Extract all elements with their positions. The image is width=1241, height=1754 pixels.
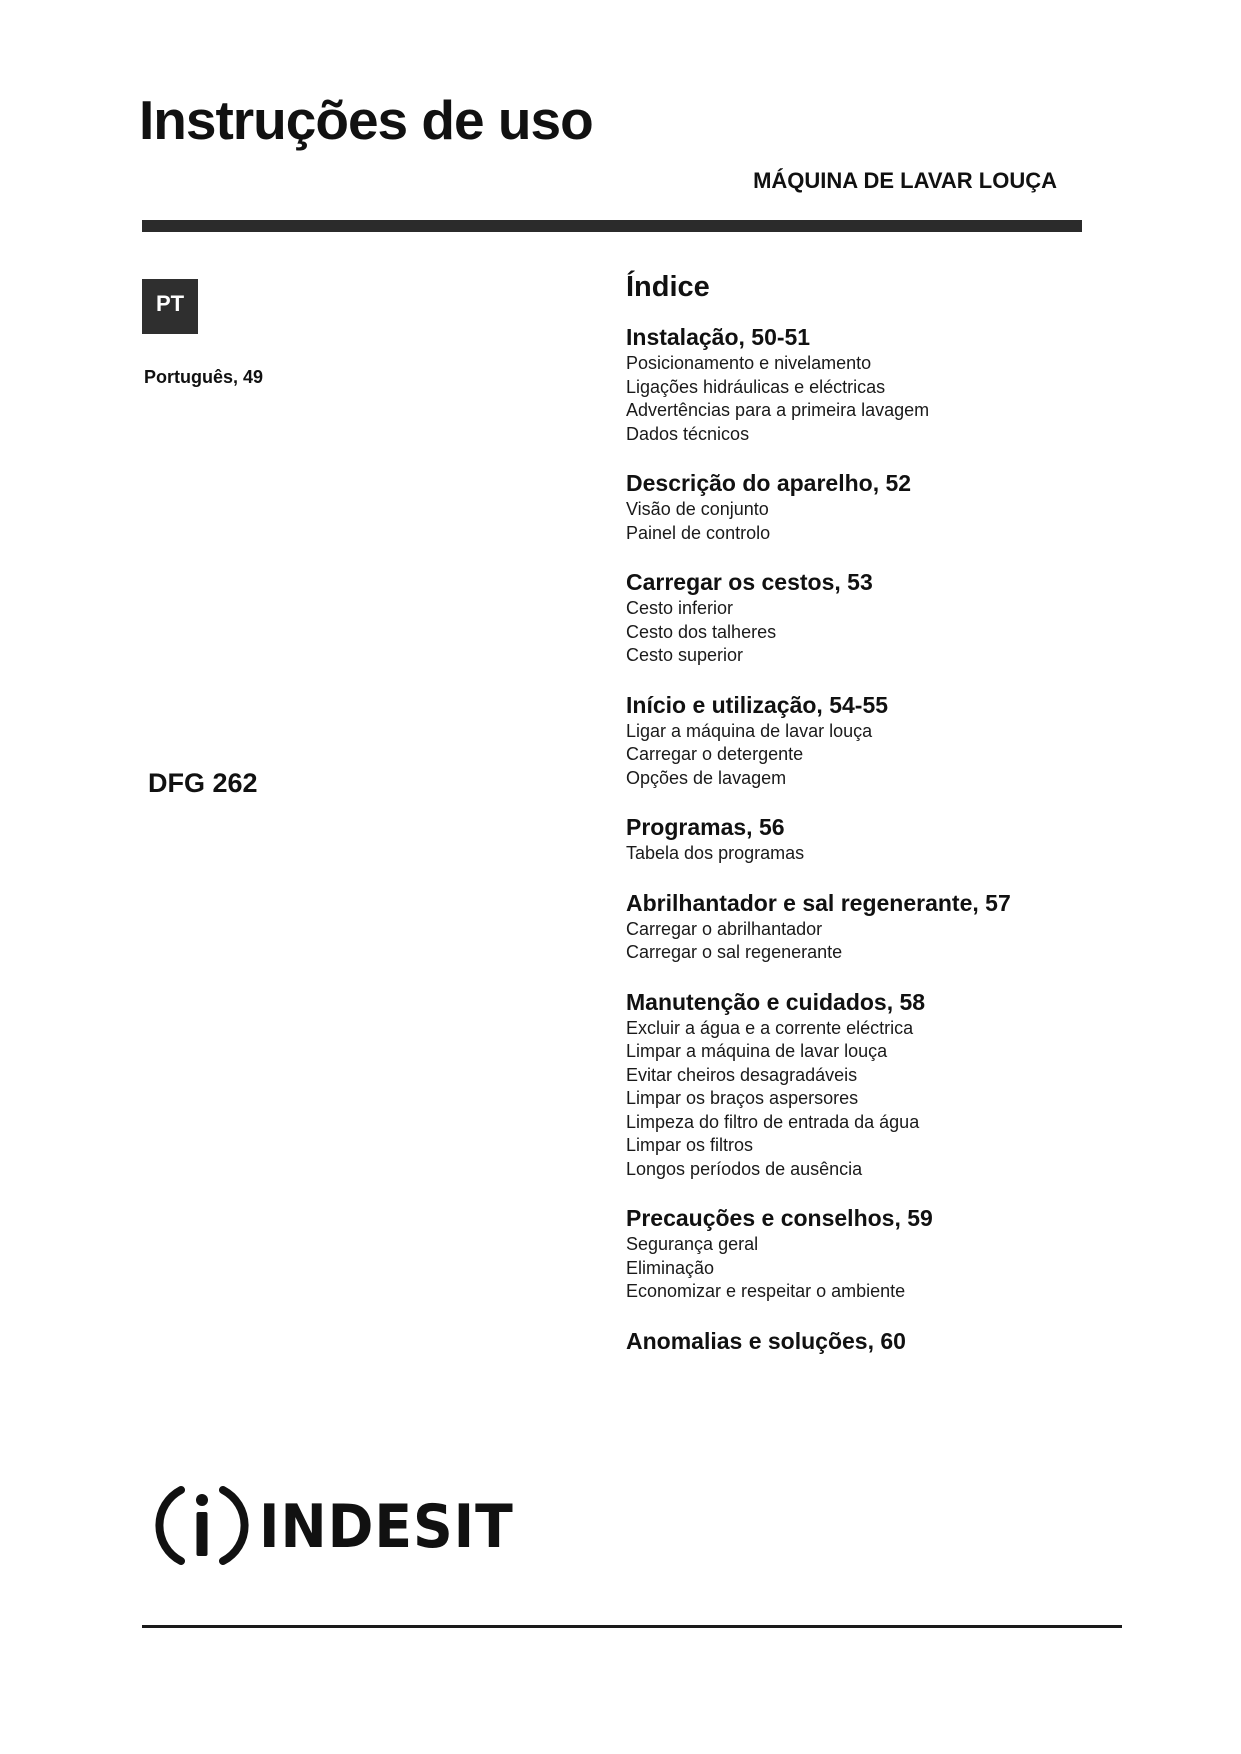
- toc-item[interactable]: Opções de lavagem: [626, 767, 787, 788]
- toc-item[interactable]: Limpar os filtros: [626, 1135, 754, 1155]
- toc-section-title[interactable]: Carregar os cestos, 53: [626, 569, 873, 595]
- toc-section-title[interactable]: Descrição do aparelho, 52: [626, 470, 912, 496]
- toc-section: [626, 988, 1086, 1182]
- toc-section-title[interactable]: Anomalias e soluções, 60: [626, 1327, 906, 1354]
- toc-section: [626, 889, 1086, 965]
- toc-item[interactable]: Dados técnicos: [626, 423, 750, 444]
- toc-item[interactable]: Carregar o detergente: [626, 744, 804, 764]
- toc-item[interactable]: Economizar e respeitar o ambiente: [626, 1281, 906, 1301]
- toc-item[interactable]: Painel de controlo: [626, 522, 771, 543]
- toc-item[interactable]: Carregar o sal regenerante: [626, 942, 843, 962]
- toc-item[interactable]: Posicionamento e nivelamento: [626, 353, 872, 373]
- footer-divider: [142, 1625, 1122, 1628]
- toc-item[interactable]: Tabela dos programas: [626, 843, 805, 863]
- toc-item[interactable]: Eliminação: [626, 1257, 715, 1278]
- toc-section-title[interactable]: Programas, 56: [626, 814, 785, 840]
- toc-item[interactable]: Visão de conjunto: [626, 499, 769, 519]
- document-title: Instruções de uso: [139, 89, 593, 151]
- toc-item[interactable]: Evitar cheiros desagradáveis: [626, 1064, 858, 1085]
- toc-heading: Índice: [626, 271, 710, 303]
- toc-section: [626, 813, 1086, 866]
- toc-item[interactable]: Segurança geral: [626, 1234, 759, 1254]
- language-badge[interactable]: PT: [142, 279, 198, 334]
- toc-section-title[interactable]: Início e utilização, 54-55: [626, 691, 889, 718]
- toc-item[interactable]: Limpar os braços aspersores: [626, 1088, 859, 1108]
- toc-item[interactable]: Cesto superior: [626, 645, 744, 665]
- toc-item[interactable]: Ligar a máquina de lavar louça: [626, 720, 873, 741]
- toc-section-title[interactable]: Precauções e conselhos, 59: [626, 1205, 933, 1231]
- model-number: DFG 262: [148, 768, 258, 798]
- toc-section: [626, 1327, 1086, 1356]
- toc-item[interactable]: Cesto dos talheres: [626, 621, 777, 642]
- toc-section-title[interactable]: Manutenção e cuidados, 58: [626, 988, 926, 1015]
- toc-item[interactable]: Excluir a água e a corrente eléctrica: [626, 1017, 914, 1038]
- toc-item[interactable]: Carregar o abrilhantador: [626, 918, 823, 939]
- toc-item[interactable]: Limpar a máquina de lavar louça: [626, 1041, 888, 1061]
- toc-section: [626, 323, 1086, 446]
- toc-section-title[interactable]: Instalação, 50-51: [626, 324, 811, 350]
- toc-item[interactable]: Cesto inferior: [626, 598, 734, 618]
- toc-section-title[interactable]: Abrilhantador e sal regenerante, 57: [626, 889, 1011, 916]
- logo-wordmark: INDESIT: [259, 1492, 514, 1562]
- header-divider: [142, 220, 1082, 232]
- toc-item[interactable]: Ligações hidráulicas e eléctricas: [626, 376, 886, 397]
- toc-item[interactable]: Longos períodos de ausência: [626, 1158, 863, 1179]
- toc-section: [626, 568, 1086, 668]
- language-page-link[interactable]: Português, 49: [144, 367, 264, 387]
- toc-sections: [626, 323, 1086, 1356]
- toc-section: [626, 691, 1086, 791]
- toc-section: [626, 1204, 1086, 1304]
- toc-item[interactable]: Limpeza do filtro de entrada da água: [626, 1111, 920, 1132]
- toc-item[interactable]: Advertências para a primeira lavagem: [626, 400, 930, 420]
- toc-section: [626, 469, 1086, 545]
- indesit-logo: [155, 1478, 514, 1573]
- table-of-contents: [626, 270, 1086, 1379]
- product-type: MÁQUINA DE LAVAR LOUÇA: [753, 168, 1057, 193]
